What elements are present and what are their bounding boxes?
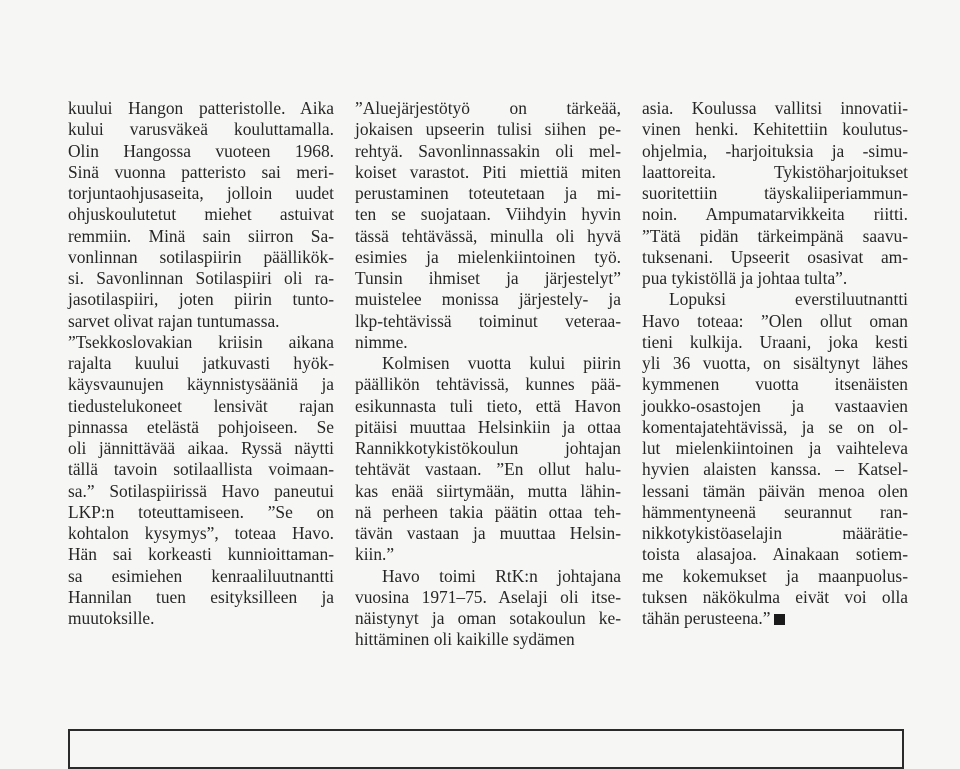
text-line: torjuntaohjusaseita, jolloin uudet [68, 183, 334, 203]
text-line: remmiin. Minä sain siirron Sa- [68, 225, 334, 246]
text-line: ohjelmia, -harjoituksia ja -simu- [642, 140, 908, 161]
text-line: päällikön tehtävissä, kunnes pää- [355, 374, 621, 395]
text-line: nä perheen takia päätin ottaa teh- [355, 501, 621, 522]
text-line: kiin.” [355, 544, 395, 565]
text-line: ”Tsekkoslovakian kriisin aikana [68, 331, 334, 352]
text-line: yli 36 vuotta, on sisältynyt lähes [642, 353, 908, 373]
text-line: pinnassa etelästä pohjoiseen. Se [68, 416, 334, 437]
text-line: Hän sai korkeasti kunnioittaman- [68, 544, 334, 565]
text-line: tuksenani. Upseerit osasivat am- [642, 246, 908, 267]
text-line: tävän vastaan ja muuttaa Helsin- [355, 523, 621, 543]
text-line: Havo toimi RtK:n johtajana [382, 565, 621, 586]
text-line: hämmentyneenä seurannut ran- [642, 501, 908, 522]
text-line: lut mielenkiintoinen ja vaihteleva [642, 438, 908, 458]
text-line: rehtyä. Savonlinnassakin oli mel- [355, 140, 621, 161]
text-line: noin. Ampumatarvikkeita riitti. [642, 204, 908, 225]
text-line: joukko-osastojen ja vastaavien [642, 395, 908, 416]
text-line: kas enää siirtymään, mutta lähin- [355, 480, 621, 501]
text-line: tässä tehtävässä, minulla oli hyvä [355, 225, 621, 246]
article-end-mark [774, 614, 785, 625]
text-line: hyvien alaisten kanssa. – Katsel- [642, 459, 908, 480]
text-line: Tunsin ihmiset ja järjestelyt” [355, 268, 621, 288]
text-line: tällä tavoin sotilaallista voimaan- [68, 459, 334, 480]
text-line: vuosina 1971–75. Aselaji oli itse- [355, 586, 621, 607]
text-line: tuksen näkökulma eivät voi olla [642, 586, 908, 607]
text-line: oli jännittävää aikaa. Ryssä näytti [68, 438, 334, 458]
text-line: tieni kulkija. Uraani, joka kesti [642, 331, 908, 352]
text-line: pua tykistöllä ja johtaa tulta”. [642, 268, 848, 288]
text-line: näistynyt ja oman sotakoulun ke- [355, 608, 621, 628]
text-line: kymmenen vuotta itsenäisten [642, 374, 908, 395]
text-column-2 [355, 98, 621, 651]
text-line: esimies ja mielenkiintoinen työ. [355, 246, 621, 267]
text-line: käysvaunujen käynnistysääniä ja [68, 374, 334, 395]
text-line: kului varusväkeä kouluttamalla. [68, 119, 334, 140]
text-line: Olin Hangossa vuoteen 1968. [68, 140, 334, 161]
text-line: nimme. [355, 331, 408, 352]
text-line: jasotilaspiiri, joten piirin tunto- [68, 289, 334, 310]
text-line: perustaminen toteutetaan ja mi- [355, 183, 621, 203]
text-line: tähän perusteena.” [642, 608, 908, 629]
text-line: Rannikkotykistökoulun johtajan [355, 438, 621, 458]
text-line: koiset varastot. Piti miettiä miten [355, 161, 621, 182]
text-line: kohtalon kysymys”, toteaa Havo. [68, 523, 334, 543]
text-line: laattoreita. Tykistöharjoitukset [642, 161, 908, 182]
text-line: Lopuksi everstiluutnantti [669, 289, 908, 310]
text-line: ”Aluejärjestötyö on tärkeää, [355, 98, 621, 118]
text-line: sa.” Sotilaspiirissä Havo paneutui [68, 480, 334, 501]
text-line: ten se suojataan. Viihdyin hyvin [355, 204, 621, 225]
text-line: asia. Koulussa vallitsi innovatii- [642, 98, 908, 118]
text-line: ohjuskoulutetut miehet astuivat [68, 204, 334, 225]
text-line: vinen henki. Kehitettiin koulutus- [642, 119, 908, 140]
text-line: LKP:n toteuttamiseen. ”Se on [68, 501, 334, 522]
text-line: Kolmisen vuotta kului piirin [382, 353, 621, 373]
text-line: me kokemukset ja maanpuolus- [642, 565, 908, 586]
text-line: tiedustelukoneet lensivät rajan [68, 395, 334, 416]
text-line: Sinä vuonna patteristo sai meri- [68, 161, 334, 182]
text-line: kuului Hangon patteristolle. Aika [68, 98, 334, 118]
text-line: lessani tämän päivän menoa olen [642, 480, 908, 501]
text-line: sarvet olivat rajan tuntumassa. [68, 310, 280, 331]
text-line: Havo toteaa: ”Olen ollut oman [642, 310, 908, 331]
text-column-1 [68, 98, 334, 629]
text-line: si. Savonlinnan Sotilaspiiri oli ra- [68, 268, 334, 288]
text-line: hittäminen oli kaikille sydämen [355, 629, 575, 650]
text-line: muistelee monissa järjestely- ja [355, 289, 621, 310]
text-line: lkp-tehtävissä toiminut veteraa- [355, 310, 621, 331]
text-line: ”Tätä pidän tärkeimpänä saavu- [642, 225, 908, 246]
text-column-3 [642, 98, 908, 629]
text-line: muutoksille. [68, 608, 155, 628]
text-line: pitäisi muuttaa Helsinkiin ja ottaa [355, 416, 621, 437]
text-line: rajalta kuului jatkuvasti hyök- [68, 353, 334, 373]
text-line: komentajatehtävissä, ja se on ol- [642, 416, 908, 437]
text-line: sa esimiehen kenraaliluutnantti [68, 565, 334, 586]
text-line: vonlinnan sotilaspiirin päällikök- [68, 246, 334, 267]
text-line: tehtävät vastaan. ”En ollut halu- [355, 459, 621, 480]
bottom-frame-box [68, 729, 904, 769]
text-line: toista alasajoa. Ainakaan sotiem- [642, 544, 908, 565]
text-line: suoritettiin täyskaliiperiammun- [642, 183, 908, 203]
text-line: Hannilan tuen esityksilleen ja [68, 586, 334, 607]
text-line: esikunnasta tuli tieto, että Havon [355, 395, 621, 416]
text-line: nikkotykistöaselajin määrätie- [642, 523, 908, 543]
text-line: jokaisen upseerin tulisi siihen pe- [355, 119, 621, 140]
